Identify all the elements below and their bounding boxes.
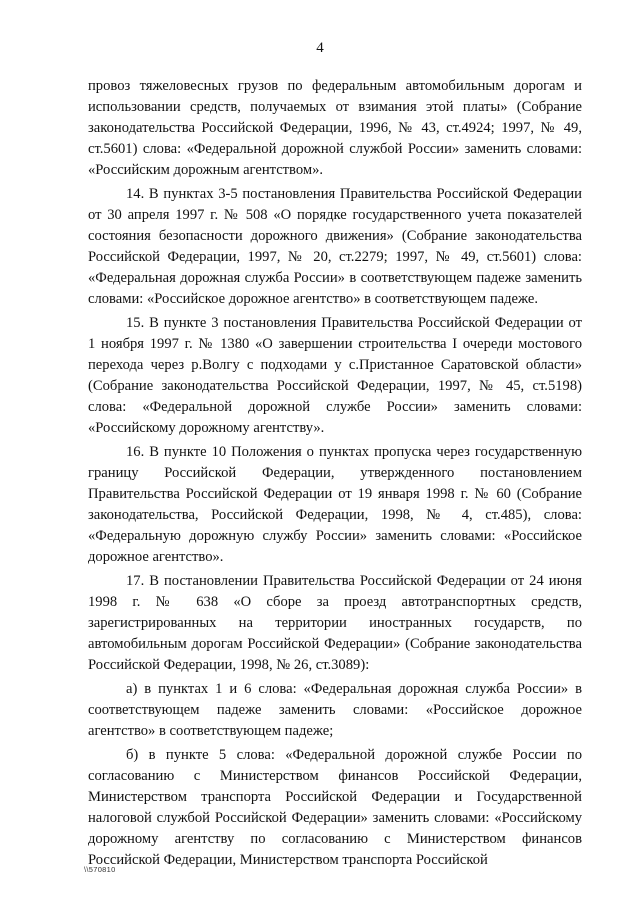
- paragraph-item-14: 14. В пунктах 3-5 постановления Правительства Российской Федерации от 30 апреля 1997 г. № 508 «О порядке государственного учета показателей состояния безопасности дорожного движения» (Собрание законодательства Российской Федерации, 1997, № 20, ст.2279; 1997, № 49, ст.5601) слова: «Федеральная дорожная служба России» в соответствующем падеже заменить словами: «Российское дорожное агентство» в соответствующем падеже.: [88, 186, 582, 307]
- document-body: [88, 76, 582, 871]
- page-number: 4: [316, 40, 324, 56]
- paragraph-item-17: 17. В постановлении Правительства Российской Федерации от 24 июня 1998 г. № 638 «О сборе за проезд автотранспортных средств, зарегистрированных на территории иностранных государств, по автомобильным дорогам Российской Федерации» (Собрание законодательства Российской Федерации, 1998, № 26, ст.3089):: [88, 573, 582, 673]
- paragraph-subitem-b: б) в пункте 5 слова: «Федеральной дорожной службе России по согласованию с Министерством финансов Российской Федерации, Министерством транспорта Российской Федерации и Государственной налоговой службой Российской Федерации» заменить словами: «Российскому дорожному агентству по согласованию с Министерством финансов Российской Федерации, Министерством транспорта Российской: [88, 747, 582, 868]
- paragraph-item-16: 16. В пункте 10 Положения о пунктах пропуска через государственную границу Российской Федерации, утвержденного постановлением Правительства Российской Федерации от 19 января 1998 г. № 60 (Собрание законодательства, Российской Федерации, 1998, № 4, ст.485), слова: «Федеральную дорожную службу России» заменить словами: «Российское дорожное агентство».: [88, 444, 582, 565]
- paragraph-continuation: провоз тяжеловесных грузов по федеральным автомобильным дорогам и использовании средств, получаемых от взимания этой платы» (Собрание законодательства Российской Федерации, 1996, № 43, ст.4924; 1997, № 49, ст.5601) слова: «Федеральной дорожной службой России» заменить словами: «Российским дорожным агентством».: [88, 78, 582, 178]
- paragraph-item-15: 15. В пункте 3 постановления Правительства Российской Федерации от 1 ноября 1997 г. № 1380 «О завершении строительства I очереди мостового перехода через р.Волгу с подходами у с.Пристанное Саратовской области» (Собрание законодательства Российской Федерации, 1997, № 45, ст.5198) слова: «Федеральной дорожной службе России» заменить словами: «Российскому дорожному агентству».: [88, 315, 582, 436]
- document-code: \\570810: [84, 865, 116, 874]
- paragraph-subitem-a: а) в пунктах 1 и 6 слова: «Федеральная дорожная служба России» в соответствующем падеже заменить словами: «Российское дорожное агентство» в соответствующем падеже;: [88, 681, 582, 739]
